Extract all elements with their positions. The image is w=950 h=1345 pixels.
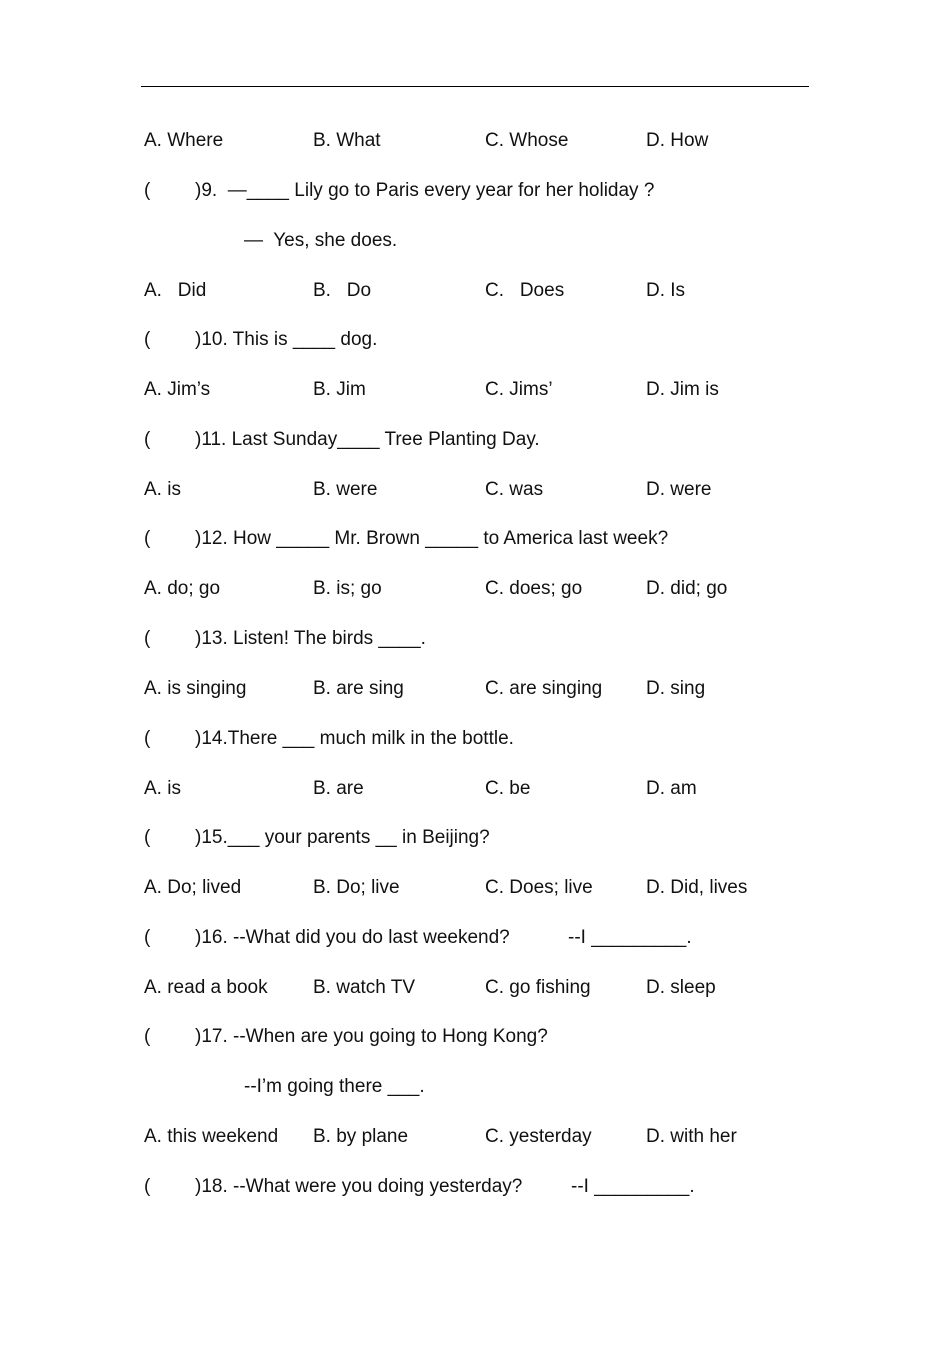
options-row-q10 bbox=[144, 377, 719, 403]
option-b: B. are bbox=[313, 778, 364, 799]
option-b: B. Jim bbox=[313, 379, 366, 400]
option-a: A. Jim’s bbox=[144, 379, 211, 400]
question-text: )12. How _____ Mr. Brown _____ to America last week? bbox=[195, 528, 669, 549]
option-c: C. does; go bbox=[485, 578, 583, 599]
question-18 bbox=[144, 1174, 695, 1200]
option-c: C. Does; live bbox=[485, 877, 593, 898]
question-text: )9. —____ Lily go to Paris every year for her holiday ? bbox=[195, 180, 655, 201]
options-row-q12 bbox=[144, 576, 728, 602]
option-c: C. yesterday bbox=[485, 1126, 592, 1147]
option-d: D. with her bbox=[646, 1126, 737, 1147]
question-text: )10. This is ____ dog. bbox=[195, 329, 378, 350]
option-d: D. am bbox=[646, 778, 697, 799]
option-c: C. are singing bbox=[485, 678, 603, 699]
question-text: )16. --What did you do last weekend? bbox=[195, 927, 510, 948]
question-9-answer-line bbox=[144, 228, 398, 254]
answer-bracket: ( bbox=[144, 180, 151, 201]
question-15 bbox=[144, 825, 490, 851]
question-17-answer-line bbox=[144, 1074, 425, 1100]
option-d: D. Is bbox=[646, 280, 686, 301]
option-c: C. Whose bbox=[485, 130, 569, 151]
option-c: C. be bbox=[485, 778, 531, 799]
options-row-q8 bbox=[144, 128, 709, 154]
question-text: )11. Last Sunday____ Tree Planting Day. bbox=[195, 429, 540, 450]
option-a: A. this weekend bbox=[144, 1126, 279, 1147]
question-text: )15.___ your parents __ in Beijing? bbox=[195, 827, 490, 848]
answer-bracket: ( bbox=[144, 927, 151, 948]
option-c: C. Jims’ bbox=[485, 379, 553, 400]
question-11 bbox=[144, 427, 540, 453]
option-a: A. is bbox=[144, 778, 181, 799]
option-a: A. is bbox=[144, 479, 181, 500]
question-16 bbox=[144, 925, 692, 951]
option-b: B. Do; live bbox=[313, 877, 400, 898]
option-d: D. Jim is bbox=[646, 379, 719, 400]
answer-bracket: ( bbox=[144, 528, 151, 549]
question-13 bbox=[144, 626, 426, 652]
question-text: )17. --When are you going to Hong Kong? bbox=[195, 1026, 548, 1047]
option-b: B. by plane bbox=[313, 1126, 409, 1147]
option-b: B. are sing bbox=[313, 678, 404, 699]
option-a: A. read a book bbox=[144, 977, 268, 998]
option-b: B. Do bbox=[313, 280, 372, 301]
option-b: B. were bbox=[313, 479, 378, 500]
options-row-q13 bbox=[144, 676, 706, 702]
option-a: A. Do; lived bbox=[144, 877, 242, 898]
option-d: D. How bbox=[646, 130, 709, 151]
answer-bracket: ( bbox=[144, 728, 151, 749]
option-a: A. Where bbox=[144, 130, 224, 151]
option-a: A. is singing bbox=[144, 678, 247, 699]
dialogue-reply: — Yes, she does. bbox=[244, 230, 398, 251]
dialogue-reply: --I’m going there ___. bbox=[244, 1076, 425, 1097]
option-d: D. Did, lives bbox=[646, 877, 748, 898]
option-a: A. Did bbox=[144, 280, 207, 301]
question-text: )13. Listen! The birds ____. bbox=[195, 628, 426, 649]
option-c: C. was bbox=[485, 479, 544, 500]
answer-bracket: ( bbox=[144, 1176, 151, 1197]
header-rule bbox=[141, 86, 809, 87]
question-text: )14.There ___ much milk in the bottle. bbox=[195, 728, 514, 749]
question-text: )18. --What were you doing yesterday? bbox=[195, 1176, 523, 1197]
question-12 bbox=[144, 526, 669, 552]
option-c: C. Does bbox=[485, 280, 565, 301]
question-10 bbox=[144, 327, 378, 353]
option-d: D. sing bbox=[646, 678, 706, 699]
options-row-q14 bbox=[144, 776, 697, 802]
options-row-q17 bbox=[144, 1124, 737, 1150]
options-row-q9 bbox=[144, 278, 686, 304]
answer-bracket: ( bbox=[144, 827, 151, 848]
question-9 bbox=[144, 178, 655, 204]
options-row-q16 bbox=[144, 975, 716, 1001]
question-17 bbox=[144, 1024, 548, 1050]
question-14 bbox=[144, 726, 514, 752]
option-b: B. is; go bbox=[313, 578, 382, 599]
option-b: B. watch TV bbox=[313, 977, 416, 998]
option-d: D. sleep bbox=[646, 977, 716, 998]
option-d: D. did; go bbox=[646, 578, 728, 599]
answer-bracket: ( bbox=[144, 1026, 151, 1047]
option-a: A. do; go bbox=[144, 578, 221, 599]
option-c: C. go fishing bbox=[485, 977, 591, 998]
option-d: D. were bbox=[646, 479, 712, 500]
answer-bracket: ( bbox=[144, 628, 151, 649]
answer-bracket: ( bbox=[144, 429, 151, 450]
dialogue-reply: --I _________. bbox=[568, 927, 692, 948]
option-b: B. What bbox=[313, 130, 381, 151]
answer-bracket: ( bbox=[144, 329, 151, 350]
dialogue-reply: --I _________. bbox=[571, 1176, 695, 1197]
options-row-q11 bbox=[144, 477, 712, 503]
options-row-q15 bbox=[144, 875, 748, 901]
